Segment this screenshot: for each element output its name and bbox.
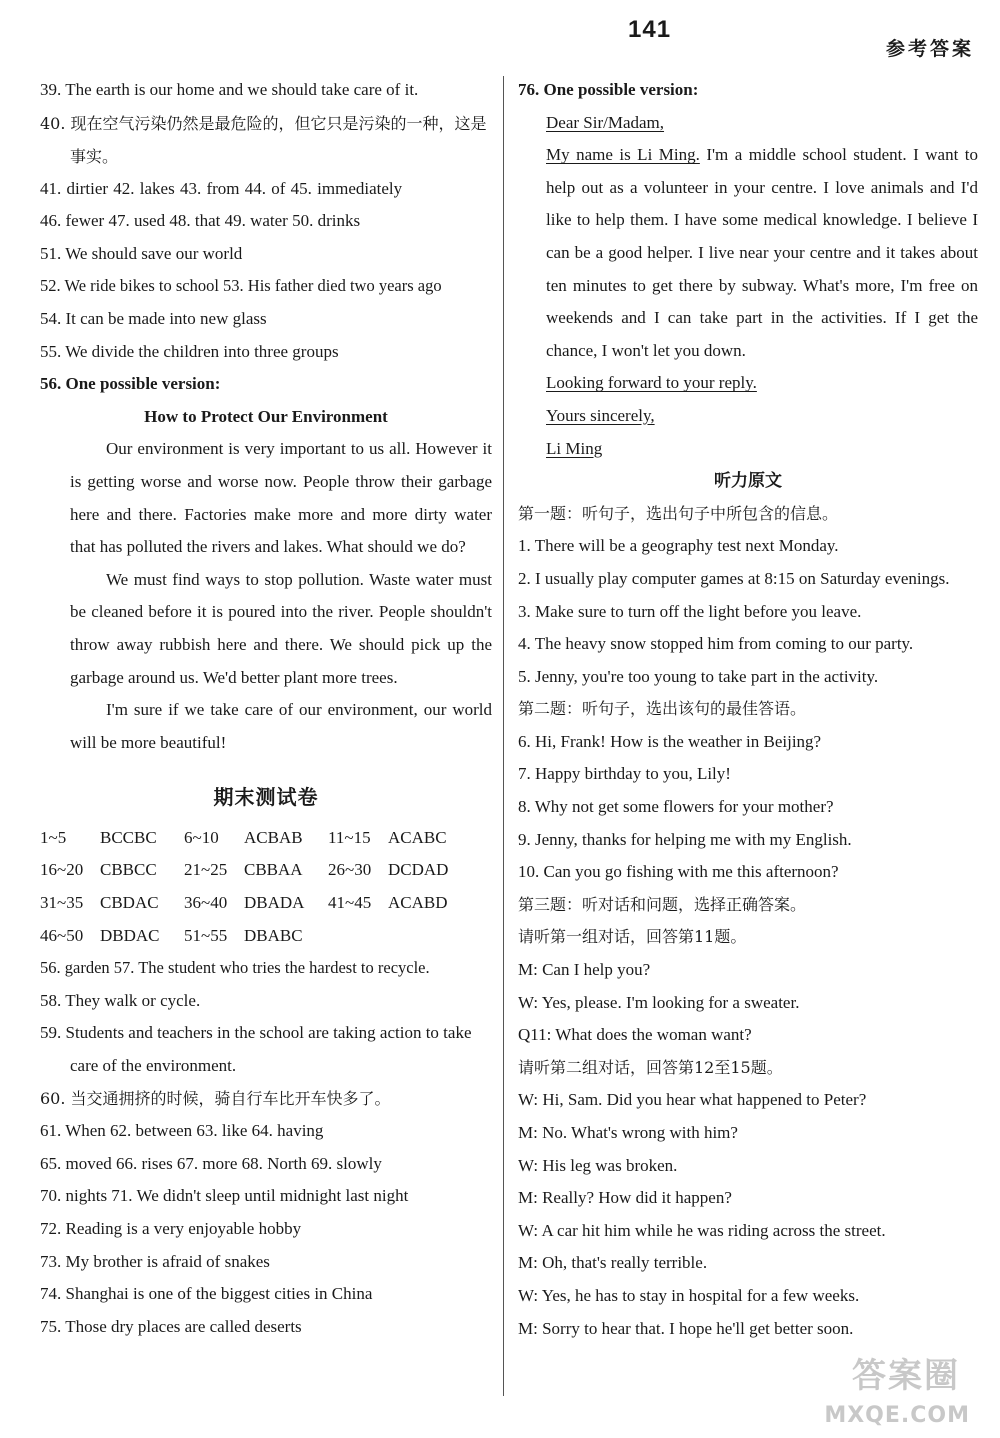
right-column [518, 74, 978, 1345]
mc-value: DCDAD [388, 860, 449, 880]
mc-value: ACBAB [244, 827, 303, 847]
answers-61-64: 61. When 62. between 63. like 64. having [40, 1121, 324, 1141]
dialogue-question: Q11: What does the woman want? [518, 1025, 752, 1045]
dialogue-line: W: Yes, please. I'm looking for a sweater. [518, 992, 800, 1012]
dialogue-line: W: A car hit him while he was riding across the street. [518, 1220, 886, 1240]
section-title: 参考答案 [885, 38, 974, 60]
listening-line: 10. Can you go fishing with me this afternoon? [518, 862, 839, 882]
answer-56-heading: 56. One possible version: [40, 374, 221, 394]
mc-range: 46~50 [40, 925, 84, 945]
page-header [0, 0, 1000, 70]
essay-paragraph: Our environment is very important to us all. However it is getting worse and worse now. People throw their garbage here and there. Factories make more and more dirty water that has polluted the rivers and lakes. What should we do? [70, 439, 492, 557]
answers-41-45: 41. dirtier 42. lakes 43. from 44. of 45. immediately [40, 178, 403, 198]
mc-range: 16~20 [40, 860, 84, 880]
answer-40: 40. 现在空气污染仍然是最危险的，但它只是污染的一种，这是事实。 [40, 113, 487, 166]
listening-part3-instruction: 第三题：听对话和问题，选择正确答案。 [518, 894, 807, 914]
listening-line: 1. There will be a geography test next Monday. [518, 536, 839, 556]
listening-title: 听力原文 [714, 471, 782, 492]
mc-value: CBDAC [100, 893, 159, 913]
mc-range: 41~45 [328, 893, 372, 913]
listening-part2-instruction: 第二题：听句子，选出该句的最佳答语。 [518, 699, 807, 719]
essay-body [40, 433, 492, 759]
listening-line: 2. I usually play computer games at 8:15 on Saturday evenings. [518, 568, 950, 588]
listening-dialogue-instruction: 请听第一组对话，回答第11题。 [518, 927, 747, 947]
mc-value: DBDAC [100, 925, 160, 945]
dialogue-line: M: Really? How did it happen? [518, 1188, 732, 1208]
letter-signoff: Yours sincerely, [546, 405, 655, 425]
mc-range: 26~30 [328, 860, 372, 880]
mc-value: CBBAA [244, 860, 303, 880]
page-number: 141 [628, 16, 672, 43]
answer-59: 59. Students and teachers in the school are taking action to take care of the environment. [40, 1023, 472, 1076]
answer-55: 55. We divide the children into three groups [40, 341, 339, 361]
listening-line: 8. Why not get some flowers for your mother? [518, 797, 834, 817]
listening-line: 6. Hi, Frank! How is the weather in Beijing? [518, 731, 822, 751]
mc-answer-row [40, 822, 492, 855]
mc-range: 36~40 [184, 893, 228, 913]
mc-value: DBADA [244, 893, 305, 913]
letter-closing: Looking forward to your reply. [546, 373, 757, 393]
answers-70-71: 70. nights 71. We didn't sleep until midnight last night [40, 1186, 409, 1206]
answer-54: 54. It can be made into new glass [40, 308, 267, 328]
dialogue-line: W: His leg was broken. [518, 1155, 678, 1175]
listening-line: 5. Jenny, you're too young to take part in the activity. [518, 666, 879, 686]
answers-52-53: 52. We ride bikes to school 53. His father died two years ago [40, 276, 442, 296]
mc-answer-block [40, 822, 492, 952]
listening-line: 9. Jenny, thanks for helping me with my English. [518, 829, 852, 849]
answer-58: 58. They walk or cycle. [40, 990, 201, 1010]
dialogue-line: M: Can I help you? [518, 960, 651, 980]
answers-56-57: 56. garden 57. The student who tries the hardest to recycle. [40, 958, 430, 978]
mc-answer-row [40, 887, 492, 920]
mc-range: 1~5 [40, 827, 67, 847]
essay-title: How to Protect Our Environment [144, 406, 388, 426]
mc-answer-row [40, 920, 492, 953]
letter-name: Li Ming [546, 438, 603, 458]
listening-dialogue-instruction: 请听第二组对话，回答第12至15题。 [518, 1057, 783, 1077]
mc-value: ACABC [388, 827, 447, 847]
mc-value: DBABC [244, 925, 303, 945]
mc-range: 31~35 [40, 893, 84, 913]
mc-value: CBBCC [100, 860, 157, 880]
mc-value: BCCBC [100, 827, 157, 847]
listening-line: 4. The heavy snow stopped him from coming to our party. [518, 634, 914, 654]
answer-74: 74. Shanghai is one of the biggest cities in China [40, 1284, 373, 1304]
essay-paragraph: I'm sure if we take care of our environment, our world will be more beautiful! [70, 700, 492, 752]
column-divider [503, 76, 504, 1396]
answer-51: 51. We should save our world [40, 243, 243, 263]
mc-value: ACABD [388, 893, 448, 913]
listening-line: 7. Happy birthday to you, Lily! [518, 764, 731, 784]
watermark-url: MXQE.COM [824, 1403, 970, 1428]
answers-46-50: 46. fewer 47. used 48. that 49. water 50. drinks [40, 211, 361, 231]
answer-72: 72. Reading is a very enjoyable hobby [40, 1219, 302, 1238]
essay-paragraph: We must find ways to stop pollution. Waste water must be cleaned before it is poured into the river. People shouldn't throw away rubbish here and there. We should pick up the garbage around us. We'd better plant more trees. [70, 569, 492, 687]
letter-opening: My name is Li Ming. [546, 145, 700, 165]
listening-part1-instruction: 第一题：听句子，选出句子中所包含的信息。 [518, 503, 839, 523]
answer-75: 75. Those dry places are called deserts [40, 1316, 302, 1336]
watermark-logo: 答案圈 [852, 1356, 960, 1396]
site-watermark [790, 1348, 970, 1428]
mc-range: 51~55 [184, 925, 228, 945]
answer-73: 73. My brother is afraid of snakes [40, 1251, 270, 1271]
dialogue-line: W: Yes, he has to stay in hospital for a few weeks. [518, 1285, 860, 1305]
mc-range: 11~15 [328, 827, 371, 847]
letter [518, 107, 978, 466]
answers-65-69: 65. moved 66. rises 67. more 68. North 69. slowly [40, 1153, 382, 1173]
mc-range: 6~10 [184, 827, 219, 847]
answer-39: 39. The earth is our home and we should take care of it. [40, 80, 419, 99]
letter-greeting: Dear Sir/Madam, [546, 112, 665, 132]
dialogue-line: M: No. What's wrong with him? [518, 1123, 738, 1142]
left-column [40, 74, 492, 1343]
listening-line: 3. Make sure to turn off the light before you leave. [518, 601, 862, 621]
answer-60: 60. 当交通拥挤的时候，骑自行车比开车快多了。 [40, 1088, 391, 1108]
dialogue-line: W: Hi, Sam. Did you hear what happened to Peter? [518, 1090, 867, 1110]
mc-range: 21~25 [184, 860, 228, 880]
dialogue-line: M: Oh, that's really terrible. [518, 1253, 708, 1273]
answer-76-heading: 76. One possible version: [518, 80, 699, 99]
exam-title: 期末测试卷 [213, 785, 319, 810]
dialogue-line: M: Sorry to hear that. I hope he'll get better soon. [518, 1318, 854, 1338]
mc-answer-row [40, 854, 492, 887]
letter-body: I'm a middle school student. I want to help out as a volunteer in your centre. I love animals and I'd like to help them. I have some medical knowledge. I believe I can be a good helper. I live near your centre and it takes about ten minutes to get there by subway. What's more, I'm free on weekends and I can take part in the activities. If I get the chance, I won't let you down. [546, 145, 978, 360]
